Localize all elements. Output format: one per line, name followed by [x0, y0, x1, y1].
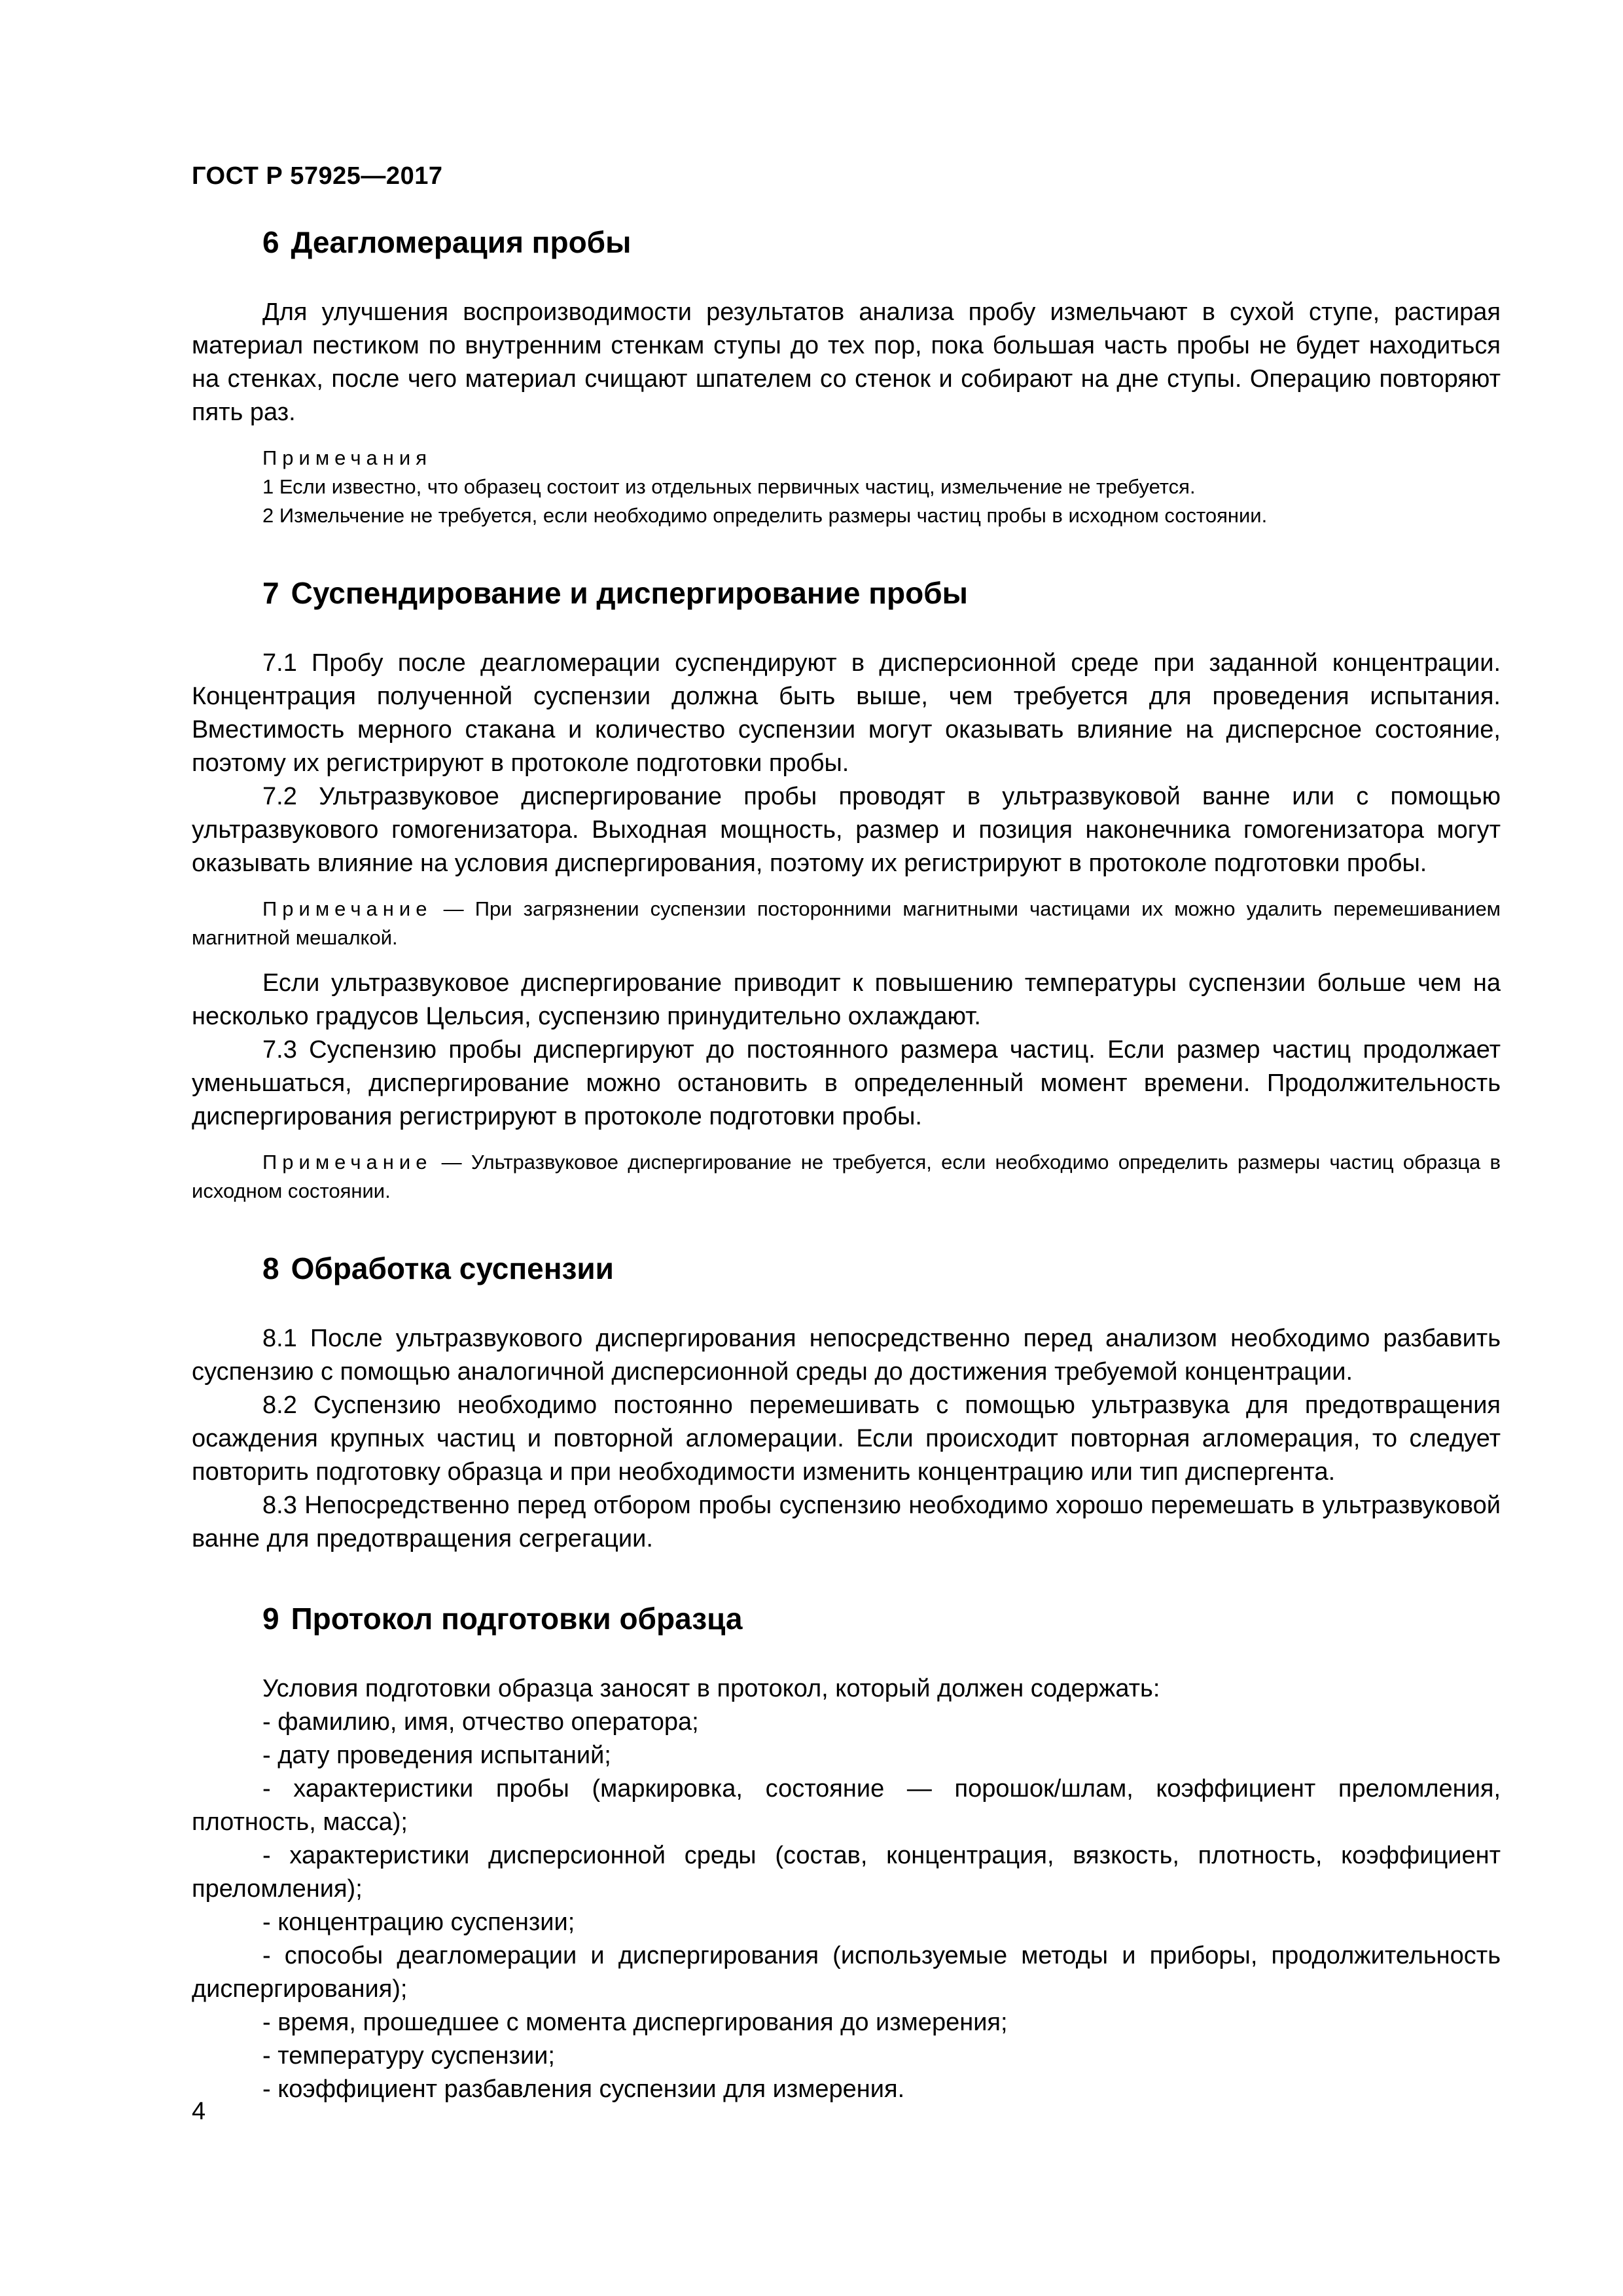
- paragraph: Для улучшения воспроизводимости результатов анализа пробу измельчают в сухой ступе, растирая материал пестиком по внутренним стенкам ступы до тех пор, пока большая часть пробы не будет находиться на стенках, после чего материал счищают шпателем со стенок и собирают на дне ступы. Операцию повторяют пять раз.: [192, 298, 1501, 426]
- section-title: Обработка суспензии: [291, 1251, 614, 1285]
- list-item: - характеристики дисперсионной среды (состав, концентрация, вязкость, плотность, коэффициент преломления);: [192, 1842, 1501, 1903]
- section-title: Протокол подготовки образца: [291, 1602, 743, 1636]
- section-title: Суспендирование и диспергирование пробы: [291, 576, 968, 610]
- section-number: 8: [262, 1251, 279, 1285]
- section-6-heading: [192, 223, 1501, 262]
- section-number: 7: [262, 576, 279, 610]
- note-text: — При загрязнении суспензии посторонними магнитными частицами их можно удалить перемешиванием магнитной мешалкой.: [192, 897, 1501, 949]
- list-item: - концентрацию суспензии;: [262, 1909, 575, 1936]
- paragraph-8-3: 8.3 Непосредственно перед отбором пробы суспензию необходимо хорошо перемешать в ультразвуковой ванне для предотвращения сегрегации.: [192, 1492, 1501, 1552]
- note: [192, 895, 1501, 952]
- paragraph-7-2: 7.2 Ультразвуковое диспергирование пробы проводят в ультразвуковой ванне или с помощью ультразвукового гомогенизатора. Выходная мощность, размер и позиция наконечника гомогенизатора могут оказывать влияние на условия диспергирования, поэтому их регистрируют в протоколе подготовки пробы.: [192, 783, 1501, 877]
- document-body: [192, 223, 1501, 2106]
- paragraph-7-1: 7.1 Пробу после деагломерации суспендируют в дисперсионной среде при заданной концентрации. Концентрация полученной суспензии должна быть выше, чем требуется для проведения испытания. Вместимость мерного стакана и количество суспензии могут оказывать влияние на дисперсное состояние, поэтому их регистрируют в протоколе подготовки пробы.: [192, 649, 1501, 777]
- list-item: - фамилию, имя, отчество оператора;: [262, 1708, 699, 1736]
- note: [192, 1148, 1501, 1206]
- list-item: - температуру суспензии;: [262, 2042, 555, 2070]
- section-number: 6: [262, 225, 279, 259]
- paragraph-8-1: 8.1 После ультразвукового диспергирования непосредственно перед анализом необходимо разбавить суспензию с помощью аналогичной дисперсионной среды до достижения требуемой концентрации.: [192, 1325, 1501, 1386]
- note-item: 1 Если известно, что образец состоит из отдельных первичных частиц, измельчение не требуется.: [262, 475, 1196, 498]
- list-item: - характеристики пробы (маркировка, состояние — порошок/шлам, коэффициент преломления, плотность, масса);: [192, 1775, 1501, 1836]
- note-label: Примечание: [262, 897, 433, 920]
- section-8-heading: [192, 1249, 1501, 1288]
- document-code: ГОСТ Р 57925—2017: [192, 162, 443, 190]
- paragraph: Если ультразвуковое диспергирование приводит к повышению температуры суспензии больше чем на несколько градусов Цельсия, суспензию принудительно охлаждают.: [192, 969, 1501, 1030]
- list-item: - коэффициент разбавления суспензии для измерения.: [262, 2075, 905, 2103]
- note-text: — Ультразвуковое диспергирование не требуется, если необходимо определить размеры частиц образца в исходном состоянии.: [192, 1151, 1501, 1202]
- paragraph-7-3: 7.3 Суспензию пробы диспергируют до постоянного размера частиц. Если размер частиц продолжает уменьшаться, диспергирование можно остановить в определенный момент времени. Продолжительность диспергирования регистрируют в протоколе подготовки пробы.: [192, 1036, 1501, 1130]
- section-9-heading: [192, 1599, 1501, 1638]
- paragraph: Условия подготовки образца заносят в протокол, который должен содержать:: [262, 1675, 1160, 1702]
- note-item: 2 Измельчение не требуется, если необходимо определить размеры частиц пробы в исходном состоянии.: [262, 504, 1268, 527]
- list-item: - время, прошедшее с момента диспергирования до измерения;: [262, 2009, 1008, 2036]
- section-number: 9: [262, 1602, 279, 1636]
- page-number: 4: [192, 2098, 206, 2125]
- list-item: - дату проведения испытаний;: [262, 1742, 611, 1769]
- paragraph-8-2: 8.2 Суспензию необходимо постоянно перемешивать с помощью ультразвука для предотвращения осаждения крупных частиц и повторной агломерации. Если происходит повторная агломерация, то следует повторить подготовку образца и при необходимости изменить концентрацию или тип диспергента.: [192, 1391, 1501, 1486]
- section-title: Деагломерация пробы: [291, 225, 632, 259]
- notes-label: Примечания: [262, 446, 432, 469]
- list-item: - способы деагломерации и диспергирования (используемые методы и приборы, продолжительность диспергирования);: [192, 1942, 1501, 2003]
- note-label: Примечание: [262, 1151, 433, 1174]
- section-7-heading: [192, 573, 1501, 613]
